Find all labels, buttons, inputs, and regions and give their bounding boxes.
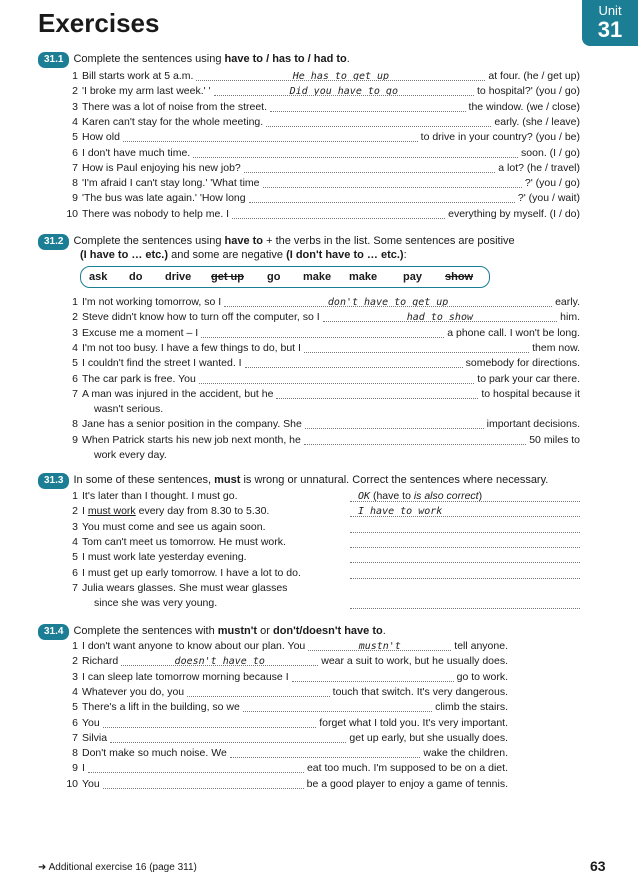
item-prompt: A man was injured in the accident, but he	[82, 387, 274, 400]
answer-area[interactable]	[187, 685, 330, 697]
item-prompt: The car park is free. You	[82, 372, 196, 385]
item-number: 7	[72, 731, 78, 744]
item-prompt: I can sleep late tomorrow morning because I	[82, 670, 289, 683]
section-31-1-heading: 31.1 Complete the sentences using have to / has to / had to.	[38, 52, 350, 68]
item-number: 1	[72, 640, 78, 652]
item-suffix: at four. (he / get up)	[488, 70, 580, 82]
item-number: 6	[72, 146, 78, 159]
item-number: 9	[72, 762, 78, 775]
item-text	[82, 550, 247, 564]
item-prompt: Whatever you do, you	[82, 685, 185, 698]
exercise-row-continued: work every day.	[94, 449, 167, 461]
answer-area[interactable]	[193, 146, 518, 158]
answer-area[interactable]	[304, 341, 529, 353]
item-number: 1	[72, 296, 78, 308]
item-text	[82, 207, 580, 221]
item-prompt: Excuse me a moment – I	[82, 326, 199, 339]
item-suffix: early.	[555, 296, 580, 308]
item-number: 6	[72, 716, 78, 729]
item-number: 8	[72, 418, 78, 431]
underlined-must: must work	[87, 505, 136, 518]
item-number: 3	[72, 520, 78, 533]
item-number: 10	[66, 207, 78, 220]
item-prompt: I don't want anyone to know about our plan. You	[82, 640, 306, 652]
section-31-2-heading: 31.2 Complete the sentences using have to + the verbs in the list. Some sentences are positive	[38, 234, 515, 250]
item-number: 1	[72, 70, 78, 82]
answer-area[interactable]	[196, 69, 485, 81]
handwritten-answer: don't have to get up	[327, 297, 449, 307]
word-list-item: make	[303, 271, 332, 283]
answer-area[interactable]	[232, 207, 445, 219]
item-prompt: When Patrick starts his new job next month, he	[82, 433, 301, 446]
item-text	[82, 639, 508, 653]
answer-area[interactable]	[243, 700, 432, 712]
item-text	[82, 746, 508, 760]
handwritten-answer: mustn't	[358, 641, 401, 651]
item-text	[82, 700, 508, 714]
item-number: 4	[72, 535, 78, 548]
section-badge: 31.1	[38, 52, 69, 68]
item-number: 2	[72, 655, 78, 668]
item-text	[82, 356, 580, 370]
item-text	[82, 670, 508, 684]
answer-area[interactable]	[123, 130, 418, 142]
answer-area[interactable]	[121, 654, 318, 666]
item-prompt: I	[82, 762, 85, 775]
section-badge: 31.3	[38, 473, 69, 489]
item-suffix: to hospital because it	[481, 387, 580, 400]
word-list-box	[80, 266, 490, 288]
item-text	[82, 417, 580, 431]
item-prompt: You	[82, 777, 100, 790]
handwritten-answer: had to show	[406, 312, 473, 323]
item-text	[82, 777, 508, 791]
handwritten-answer: Did you have to go	[289, 86, 398, 97]
item-suffix: them now.	[532, 341, 580, 354]
unit-tab	[582, 0, 638, 46]
note: (have to	[370, 490, 414, 502]
correction-line[interactable]	[350, 504, 580, 517]
item-prompt: You	[82, 716, 100, 729]
item-text	[82, 716, 508, 730]
section-31-3-heading: 31.3 In some of these sentences, must is wrong or unnatural. Correct the sentences where necessary.	[38, 473, 548, 489]
answer-area[interactable]	[245, 356, 463, 368]
unit-label: Unit	[598, 3, 622, 18]
handwritten-answer: He has to get up	[292, 71, 390, 81]
item-prompt: I must work late yesterday evening.	[82, 551, 247, 564]
item-suffix: ?' (you / wait)	[517, 192, 580, 205]
item-prompt: There was a lot of noise from the street.	[82, 100, 268, 113]
item-number: 4	[72, 115, 78, 128]
item-suffix: wear a suit to work, but he usually does.	[321, 655, 508, 668]
item-number: 7	[72, 387, 78, 400]
item-suffix: to drive in your country? (you / be)	[420, 131, 580, 144]
section-badge: 31.4	[38, 624, 69, 640]
item-number: 3	[72, 670, 78, 683]
item-number: 9	[72, 433, 78, 446]
answer-area[interactable]	[292, 670, 454, 682]
item-text	[82, 130, 580, 144]
unit-number: 31	[597, 17, 623, 42]
section-badge: 31.2	[38, 234, 69, 250]
item-text	[82, 685, 508, 699]
item-text	[82, 326, 580, 340]
item-text	[82, 761, 508, 775]
item-number: 2	[72, 505, 78, 518]
item-prompt: It's later than I thought. I must go.	[82, 490, 238, 502]
answer-area[interactable]	[214, 84, 474, 96]
answer-area[interactable]	[244, 161, 496, 173]
item-text	[82, 387, 580, 401]
page-number: 63	[590, 858, 606, 874]
item-prompt: I	[82, 505, 88, 518]
page-title: Exercises	[38, 8, 160, 38]
item-text	[82, 341, 580, 355]
item-suffix: wake the children.	[423, 747, 508, 760]
answer-area[interactable]	[224, 295, 552, 307]
item-text	[82, 146, 580, 160]
item-prompt: Silvia	[82, 731, 108, 744]
word-list-item: make	[349, 271, 378, 283]
exercise-row-continued: wasn't serious.	[94, 403, 164, 416]
item-prompt: 'I broke my arm last week.' '	[82, 85, 211, 98]
correction-line[interactable]	[350, 520, 580, 533]
item-prompt: 'I'm afraid I can't stay long.' 'What time	[82, 177, 260, 190]
item-suffix: everything by myself. (I / do)	[448, 207, 580, 220]
item-text	[82, 654, 508, 668]
item-suffix: touch that switch. It's very dangerous.	[332, 685, 508, 698]
item-suffix: go to work.	[456, 670, 508, 683]
item-number: 2	[72, 311, 78, 324]
item-suffix: ?' (you / go)	[524, 177, 580, 190]
correction-line[interactable]	[350, 566, 580, 579]
item-suffix: soon. (I / go)	[521, 146, 580, 159]
note: )	[478, 490, 483, 502]
item-suffix: somebody for directions.	[465, 357, 580, 370]
item-text	[82, 520, 265, 534]
answer-area[interactable]	[266, 115, 491, 127]
item-number: 7	[72, 161, 78, 174]
answer-area[interactable]	[110, 731, 346, 743]
item-text	[82, 69, 580, 83]
handwritten-answer: OK	[358, 491, 371, 502]
word-list-item: ask	[89, 271, 108, 283]
answer-area[interactable]	[304, 433, 526, 445]
answer-area[interactable]	[201, 326, 444, 338]
item-suffix: the window. (we / close)	[468, 100, 580, 113]
item-number: 10	[66, 777, 78, 790]
word-list-item: go	[267, 271, 281, 283]
item-prompt: Tom can't meet us tomorrow. He must work.	[82, 535, 286, 548]
item-prompt: every day from 8.30 to 5.30.	[135, 505, 270, 518]
item-prompt: Julia wears glasses. She must wear glasses	[82, 581, 288, 594]
item-text	[82, 489, 238, 503]
answer-area[interactable]	[308, 639, 451, 651]
item-suffix: to hospital?' (you / go)	[477, 85, 580, 98]
item-number: 5	[72, 701, 78, 714]
section-31-4-heading: 31.4 Complete the sentences with mustn't or don't/doesn't have to.	[38, 624, 386, 640]
item-prompt: How old	[82, 131, 120, 144]
section-31-2-heading-line2: (I have to … etc.) and some are negative (I don't have to … etc.):	[80, 249, 407, 261]
correction-line[interactable]	[350, 489, 580, 502]
item-text	[82, 161, 580, 175]
item-number: 3	[72, 326, 78, 339]
answer-area[interactable]	[103, 716, 317, 728]
item-prompt: 'The bus was late again.' 'How long	[82, 192, 246, 205]
correction-line[interactable]	[350, 596, 580, 609]
item-number: 2	[72, 85, 78, 98]
item-text	[82, 566, 301, 580]
item-text	[82, 115, 580, 129]
item-text	[82, 295, 580, 309]
item-suffix: forget what I told you. It's very important.	[319, 716, 508, 729]
item-suffix: 50 miles to	[529, 433, 580, 446]
answer-area[interactable]	[230, 746, 421, 758]
item-suffix: be a good player to enjoy a game of tennis.	[306, 777, 508, 790]
item-text	[82, 100, 580, 114]
item-prompt: I must get up early tomorrow. I have a lot to do.	[82, 566, 301, 579]
item-text	[82, 176, 580, 190]
item-prompt: I don't have much time.	[82, 146, 191, 159]
item-text	[82, 581, 287, 595]
item-number: 4	[72, 341, 78, 354]
item-prompt: Karen can't stay for the whole meeting.	[82, 115, 264, 128]
item-number: 4	[72, 685, 78, 698]
answer-area[interactable]	[199, 372, 474, 384]
item-suffix: to park your car there.	[477, 372, 580, 385]
item-number: 8	[72, 177, 78, 190]
item-number: 5	[72, 551, 78, 564]
answer-area[interactable]	[249, 191, 515, 203]
item-suffix: eat too much. I'm supposed to be on a diet.	[306, 762, 508, 775]
item-prompt: There's a lift in the building, so we	[82, 701, 240, 714]
item-suffix: important decisions.	[486, 418, 580, 431]
answer-area[interactable]	[263, 176, 522, 188]
word-list-item: show	[445, 271, 474, 283]
item-text	[82, 731, 508, 745]
item-text	[82, 504, 269, 518]
exercise-row-continued: since she was very young.	[94, 597, 218, 610]
item-suffix: tell anyone.	[454, 640, 508, 652]
item-prompt: You must come and see us again soon.	[82, 520, 266, 533]
answer-area[interactable]	[88, 761, 304, 773]
item-number: 6	[72, 372, 78, 385]
item-number: 5	[72, 357, 78, 370]
item-prompt: Jane has a senior position in the company. She	[82, 418, 302, 431]
item-text	[82, 372, 580, 386]
item-suffix: a lot? (he / travel)	[498, 161, 580, 174]
handwritten-answer: I have to work	[358, 506, 443, 518]
item-number: 1	[72, 490, 78, 502]
item-prompt: Richard	[82, 655, 119, 668]
item-text	[82, 84, 580, 98]
item-text	[82, 310, 580, 324]
item-prompt: Don't make so much noise. We	[82, 747, 227, 760]
answer-area[interactable]	[103, 777, 304, 789]
item-suffix: a phone call. I won't be long.	[447, 326, 580, 339]
note-italic: is also correct	[413, 490, 479, 502]
item-suffix: climb the stairs.	[435, 701, 508, 714]
item-prompt: There was nobody to help me. I	[82, 207, 230, 220]
item-number: 8	[72, 747, 78, 760]
item-number: 6	[72, 566, 78, 579]
item-suffix: early. (she / leave)	[494, 115, 580, 128]
answer-area[interactable]	[323, 310, 558, 322]
item-prompt: I'm not working tomorrow, so I	[82, 296, 222, 308]
item-text	[82, 191, 580, 205]
item-number: 3	[72, 100, 78, 113]
word-list-item: do	[129, 271, 143, 283]
item-number: 9	[72, 192, 78, 205]
correction-line[interactable]	[350, 535, 580, 548]
word-list-item: drive	[165, 271, 192, 283]
item-text	[82, 535, 286, 549]
item-number: 5	[72, 131, 78, 144]
answer-area[interactable]	[270, 100, 466, 112]
answer-area[interactable]	[276, 387, 478, 399]
item-prompt: Bill starts work at 5 a.m.	[82, 70, 194, 82]
item-prompt: Steve didn't know how to turn off the computer, so I	[82, 311, 320, 324]
item-prompt: I'm not too busy. I have a few things to do, but I	[82, 341, 301, 354]
item-suffix: him.	[560, 311, 580, 324]
item-suffix: get up early, but she usually does.	[349, 731, 508, 744]
correction-line[interactable]	[350, 550, 580, 563]
item-prompt: I couldn't find the street I wanted. I	[82, 357, 242, 370]
item-text	[82, 433, 580, 447]
word-list-item: get up	[211, 271, 244, 283]
additional-exercise-link[interactable]: ➜ Additional exercise 16 (page 311)	[38, 862, 197, 873]
handwritten-answer: doesn't have to	[174, 656, 265, 667]
word-list-item: pay	[403, 271, 422, 283]
item-prompt: How is Paul enjoying his new job?	[82, 161, 241, 174]
answer-area[interactable]	[305, 417, 484, 429]
item-number: 7	[72, 581, 78, 594]
